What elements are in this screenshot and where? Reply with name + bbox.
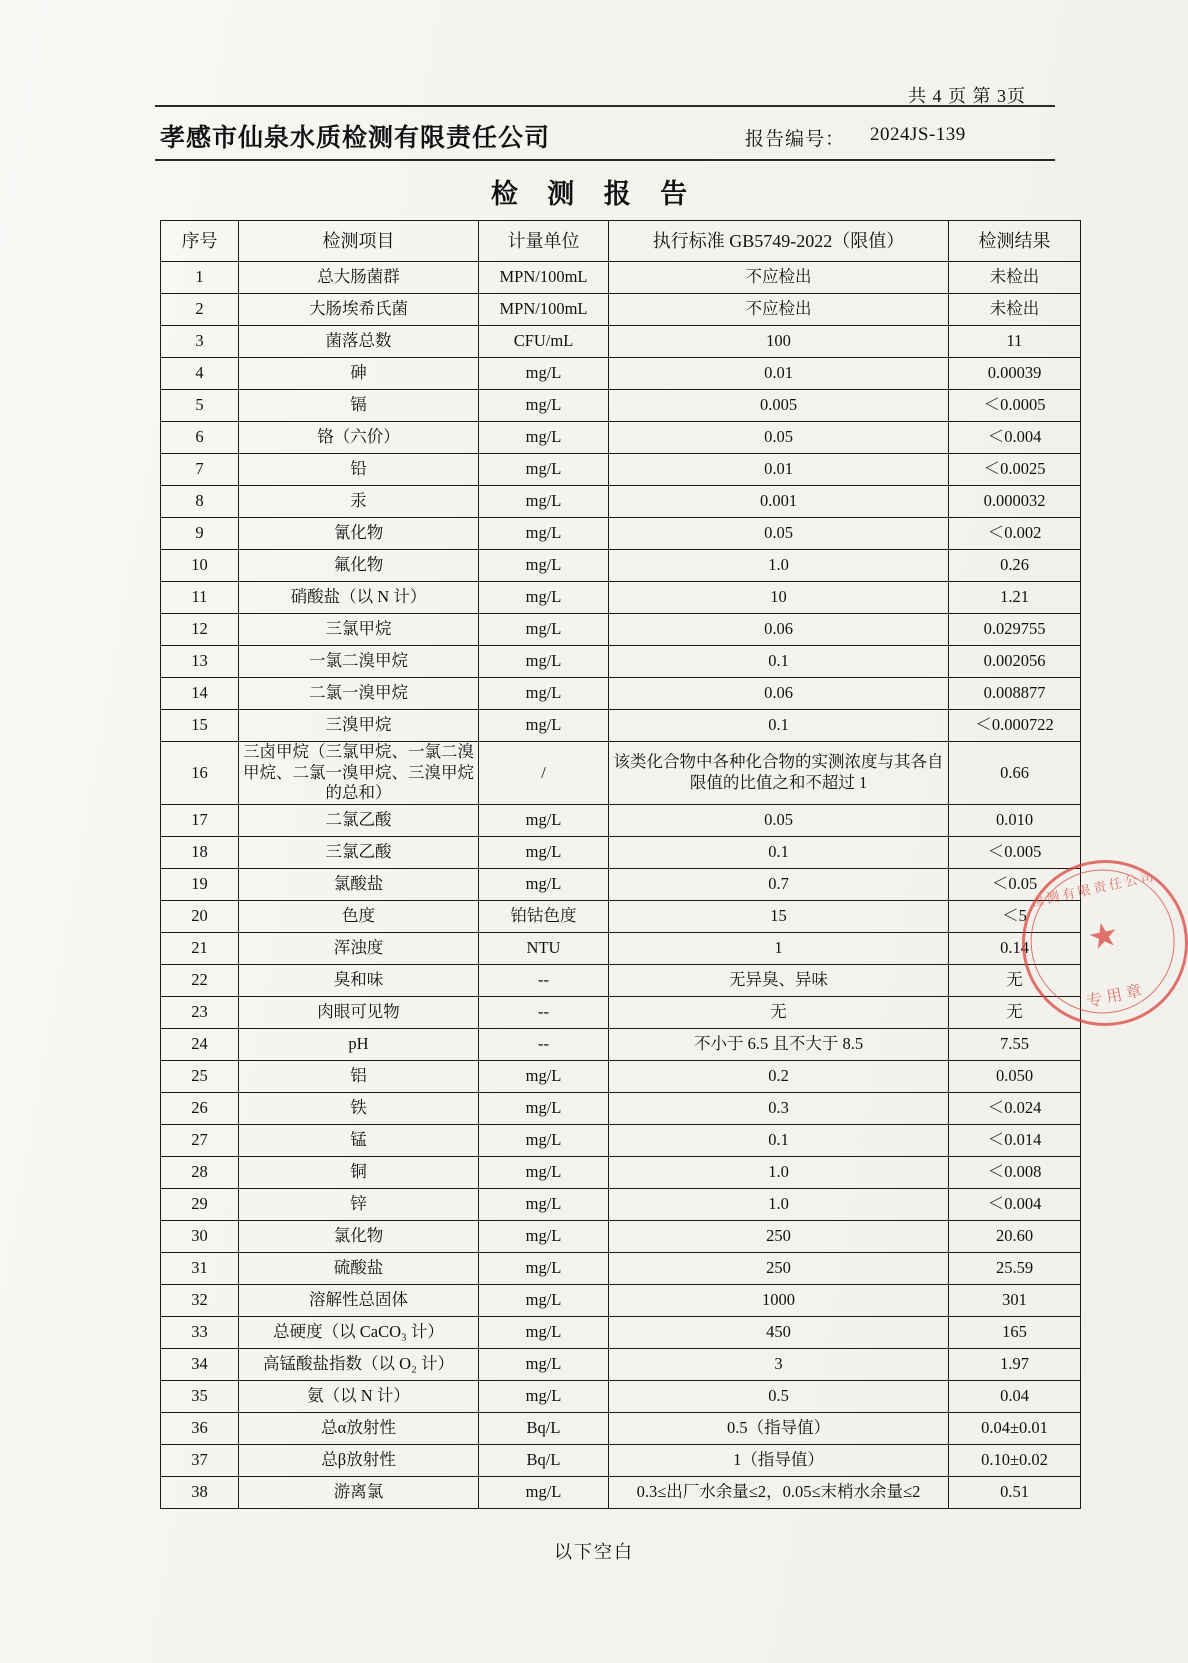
cell-standard: 0.3	[609, 1092, 949, 1124]
cell-unit: mg/L	[479, 550, 609, 582]
header-rule-bottom	[155, 159, 1055, 161]
cell-item: 铅	[239, 454, 479, 486]
cell-unit: mg/L	[479, 1092, 609, 1124]
cell-item: 总β放射性	[239, 1444, 479, 1476]
cell-standard: 0.06	[609, 678, 949, 710]
seal-bottom-text: 专用章	[1084, 979, 1148, 1011]
cell-item: 硫酸盐	[239, 1252, 479, 1284]
cell-result: 1.21	[949, 582, 1081, 614]
cell-item: 铝	[239, 1060, 479, 1092]
column-header-no: 序号	[161, 221, 239, 262]
cell-unit: mg/L	[479, 358, 609, 390]
column-header-result: 检测结果	[949, 221, 1081, 262]
cell-no: 13	[161, 646, 239, 678]
cell-standard: 0.06	[609, 614, 949, 646]
table-row	[161, 1092, 1081, 1124]
cell-result: ＜0.004	[949, 422, 1081, 454]
cell-no: 30	[161, 1220, 239, 1252]
cell-item: 二氯一溴甲烷	[239, 678, 479, 710]
cell-unit: mg/L	[479, 804, 609, 836]
cell-no: 5	[161, 390, 239, 422]
table-row	[161, 518, 1081, 550]
table-row	[161, 1028, 1081, 1060]
cell-item: 铬（六价）	[239, 422, 479, 454]
cell-result: ＜0.014	[949, 1124, 1081, 1156]
table-row	[161, 710, 1081, 742]
cell-result: ＜0.0005	[949, 390, 1081, 422]
cell-standard: 250	[609, 1252, 949, 1284]
cell-item: 氯化物	[239, 1220, 479, 1252]
cell-no: 8	[161, 486, 239, 518]
cell-standard: 0.05	[609, 422, 949, 454]
cell-no: 33	[161, 1316, 239, 1348]
cell-standard: 0.05	[609, 804, 949, 836]
cell-no: 24	[161, 1028, 239, 1060]
cell-item: 浑浊度	[239, 932, 479, 964]
cell-no: 19	[161, 868, 239, 900]
cell-unit: mg/L	[479, 1060, 609, 1092]
table-row	[161, 900, 1081, 932]
table-row	[161, 804, 1081, 836]
seal-top-text: 检测有限责任公司	[1029, 869, 1158, 911]
cell-unit: mg/L	[479, 1316, 609, 1348]
cell-unit: mg/L	[479, 1188, 609, 1220]
cell-result: 20.60	[949, 1220, 1081, 1252]
table-row	[161, 1220, 1081, 1252]
cell-unit: mg/L	[479, 518, 609, 550]
cell-no: 6	[161, 422, 239, 454]
cell-no: 3	[161, 326, 239, 358]
cell-standard: 不应检出	[609, 294, 949, 326]
cell-no: 9	[161, 518, 239, 550]
column-header-std: 执行标准 GB5749-2022（限值）	[609, 221, 949, 262]
cell-standard: 1000	[609, 1284, 949, 1316]
cell-result: ＜0.000722	[949, 710, 1081, 742]
cell-standard: 0.5	[609, 1380, 949, 1412]
cell-result: 0.10±0.02	[949, 1444, 1081, 1476]
cell-item: 臭和味	[239, 964, 479, 996]
cell-no: 27	[161, 1124, 239, 1156]
cell-no: 32	[161, 1284, 239, 1316]
cell-standard: 1.0	[609, 1188, 949, 1220]
cell-no: 34	[161, 1348, 239, 1380]
table-header-row	[161, 221, 1081, 262]
cell-standard: 0.1	[609, 836, 949, 868]
cell-result: ＜0.024	[949, 1092, 1081, 1124]
cell-no: 10	[161, 550, 239, 582]
cell-no: 38	[161, 1476, 239, 1508]
cell-item: 锰	[239, 1124, 479, 1156]
cell-result: 0.51	[949, 1476, 1081, 1508]
cell-result: 165	[949, 1316, 1081, 1348]
cell-item: 铜	[239, 1156, 479, 1188]
cell-unit: mg/L	[479, 868, 609, 900]
cell-no: 23	[161, 996, 239, 1028]
table-row	[161, 390, 1081, 422]
cell-standard: 0.1	[609, 646, 949, 678]
cell-no: 22	[161, 964, 239, 996]
cell-result: 0.029755	[949, 614, 1081, 646]
cell-no: 25	[161, 1060, 239, 1092]
cell-result: 0.66	[949, 742, 1081, 805]
cell-item: 硝酸盐（以 N 计）	[239, 582, 479, 614]
cell-item: 高锰酸盐指数（以 O₂ 计）	[239, 1348, 479, 1380]
cell-no: 16	[161, 742, 239, 805]
cell-unit: mg/L	[479, 614, 609, 646]
report-number-label: 报告编号：	[745, 129, 846, 150]
cell-standard: 0.3≤出厂水余量≤2，0.05≤末梢水余量≤2	[609, 1476, 949, 1508]
cell-no: 14	[161, 678, 239, 710]
cell-standard: 无	[609, 996, 949, 1028]
table-row	[161, 1188, 1081, 1220]
cell-no: 17	[161, 804, 239, 836]
results-table	[160, 220, 1081, 1509]
cell-result: 0.26	[949, 550, 1081, 582]
cell-item: pH	[239, 1028, 479, 1060]
cell-unit: mg/L	[479, 454, 609, 486]
column-header-unit: 计量单位	[479, 221, 609, 262]
cell-unit: MPN/100mL	[479, 262, 609, 294]
table-row	[161, 614, 1081, 646]
table-row	[161, 996, 1081, 1028]
cell-no: 20	[161, 900, 239, 932]
table-row	[161, 1124, 1081, 1156]
cell-item: 总大肠菌群	[239, 262, 479, 294]
table-row	[161, 868, 1081, 900]
column-header-item: 检测项目	[239, 221, 479, 262]
cell-unit: mg/L	[479, 710, 609, 742]
cell-standard: 0.005	[609, 390, 949, 422]
cell-result: 0.008877	[949, 678, 1081, 710]
cell-standard: 100	[609, 326, 949, 358]
cell-result: ＜0.005	[949, 836, 1081, 868]
cell-item: 氯酸盐	[239, 868, 479, 900]
table-row	[161, 1252, 1081, 1284]
cell-result: ＜0.004	[949, 1188, 1081, 1220]
cell-item: 铁	[239, 1092, 479, 1124]
cell-no: 28	[161, 1156, 239, 1188]
report-number-value: 2024JS-139	[870, 124, 966, 145]
cell-item: 氟化物	[239, 550, 479, 582]
cell-item: 总α放射性	[239, 1412, 479, 1444]
cell-result: ＜0.002	[949, 518, 1081, 550]
cell-standard: 0.001	[609, 486, 949, 518]
cell-result: 未检出	[949, 294, 1081, 326]
cell-no: 15	[161, 710, 239, 742]
cell-unit: MPN/100mL	[479, 294, 609, 326]
cell-unit: mg/L	[479, 1284, 609, 1316]
cell-no: 4	[161, 358, 239, 390]
cell-standard: 0.7	[609, 868, 949, 900]
table-row	[161, 836, 1081, 868]
table-row	[161, 1348, 1081, 1380]
cell-unit: /	[479, 742, 609, 805]
table-row	[161, 742, 1081, 805]
footer-note: 以下空白	[554, 1542, 634, 1562]
cell-standard: 0.01	[609, 358, 949, 390]
table-row	[161, 326, 1081, 358]
cell-standard: 0.01	[609, 454, 949, 486]
cell-item: 菌落总数	[239, 326, 479, 358]
cell-standard: 250	[609, 1220, 949, 1252]
table-row	[161, 1316, 1081, 1348]
cell-standard: 1	[609, 932, 949, 964]
cell-result: 0.04±0.01	[949, 1412, 1081, 1444]
cell-standard: 10	[609, 582, 949, 614]
table-row	[161, 646, 1081, 678]
cell-result: ＜0.05	[949, 868, 1081, 900]
cell-item: 一氯二溴甲烷	[239, 646, 479, 678]
cell-item: 大肠埃希氏菌	[239, 294, 479, 326]
table-row	[161, 422, 1081, 454]
cell-unit: mg/L	[479, 390, 609, 422]
table-row	[161, 1476, 1081, 1508]
cell-result: 0.010	[949, 804, 1081, 836]
cell-unit: mg/L	[479, 836, 609, 868]
table-row	[161, 1284, 1081, 1316]
cell-result: 0.050	[949, 1060, 1081, 1092]
cell-no: 7	[161, 454, 239, 486]
cell-result: ＜0.0025	[949, 454, 1081, 486]
cell-standard: 不应检出	[609, 262, 949, 294]
cell-result: 11	[949, 326, 1081, 358]
cell-item: 氰化物	[239, 518, 479, 550]
cell-result: 7.55	[949, 1028, 1081, 1060]
cell-unit: CFU/mL	[479, 326, 609, 358]
cell-unit: mg/L	[479, 1156, 609, 1188]
table-row	[161, 932, 1081, 964]
cell-no: 37	[161, 1444, 239, 1476]
cell-unit: 铂钴色度	[479, 900, 609, 932]
cell-standard: 0.05	[609, 518, 949, 550]
cell-unit: --	[479, 964, 609, 996]
cell-standard: 0.2	[609, 1060, 949, 1092]
cell-unit: Bq/L	[479, 1412, 609, 1444]
cell-item: 锌	[239, 1188, 479, 1220]
cell-result: 0.002056	[949, 646, 1081, 678]
table-row	[161, 582, 1081, 614]
table-row	[161, 678, 1081, 710]
cell-no: 11	[161, 582, 239, 614]
cell-standard: 该类化合物中各种化合物的实测浓度与其各自限值的比值之和不超过 1	[609, 742, 949, 805]
table-row	[161, 1412, 1081, 1444]
cell-unit: mg/L	[479, 1380, 609, 1412]
cell-standard: 3	[609, 1348, 949, 1380]
cell-result: ＜0.008	[949, 1156, 1081, 1188]
cell-standard: 无异臭、异味	[609, 964, 949, 996]
cell-result: 1.97	[949, 1348, 1081, 1380]
page-counter: 共 4 页 第 3页	[908, 86, 1026, 106]
cell-no: 35	[161, 1380, 239, 1412]
cell-no: 26	[161, 1092, 239, 1124]
cell-unit: mg/L	[479, 582, 609, 614]
header-rule-top	[155, 105, 1055, 107]
table-row	[161, 454, 1081, 486]
cell-result: 0.04	[949, 1380, 1081, 1412]
cell-unit: mg/L	[479, 1124, 609, 1156]
cell-result: 无	[949, 964, 1081, 996]
cell-result: 无	[949, 996, 1081, 1028]
cell-item: 溶解性总固体	[239, 1284, 479, 1316]
cell-result: 0.000032	[949, 486, 1081, 518]
cell-item: 三氯乙酸	[239, 836, 479, 868]
table-row	[161, 964, 1081, 996]
cell-item: 色度	[239, 900, 479, 932]
cell-standard: 0.1	[609, 710, 949, 742]
table-row	[161, 1380, 1081, 1412]
cell-unit: mg/L	[479, 1252, 609, 1284]
cell-no: 1	[161, 262, 239, 294]
cell-standard: 0.1	[609, 1124, 949, 1156]
cell-unit: mg/L	[479, 1220, 609, 1252]
cell-unit: mg/L	[479, 422, 609, 454]
cell-item: 砷	[239, 358, 479, 390]
cell-unit: mg/L	[479, 1348, 609, 1380]
cell-no: 21	[161, 932, 239, 964]
cell-result: 301	[949, 1284, 1081, 1316]
table-row	[161, 550, 1081, 582]
cell-no: 36	[161, 1412, 239, 1444]
cell-no: 29	[161, 1188, 239, 1220]
cell-item: 三卤甲烷（三氯甲烷、一氯二溴甲烷、二氯一溴甲烷、三溴甲烷的总和）	[239, 742, 479, 805]
cell-unit: --	[479, 996, 609, 1028]
cell-standard: 1.0	[609, 550, 949, 582]
cell-standard: 1.0	[609, 1156, 949, 1188]
table-row	[161, 1156, 1081, 1188]
cell-unit: mg/L	[479, 678, 609, 710]
cell-item: 总硬度（以 CaCO₃ 计）	[239, 1316, 479, 1348]
cell-result: 未检出	[949, 262, 1081, 294]
cell-item: 肉眼可见物	[239, 996, 479, 1028]
star-icon: ★	[1084, 914, 1123, 958]
cell-no: 18	[161, 836, 239, 868]
table-row	[161, 486, 1081, 518]
page-title: 检 测 报 告	[490, 179, 698, 210]
company-name: 孝感市仙泉水质检测有限责任公司	[160, 123, 551, 152]
cell-standard: 15	[609, 900, 949, 932]
cell-result: 25.59	[949, 1252, 1081, 1284]
cell-item: 汞	[239, 486, 479, 518]
cell-item: 游离氯	[239, 1476, 479, 1508]
cell-result: ＜5	[949, 900, 1081, 932]
table-row	[161, 294, 1081, 326]
report-sheet	[110, 60, 1078, 1600]
cell-standard: 0.5（指导值）	[609, 1412, 949, 1444]
cell-result: 0.14	[949, 932, 1081, 964]
cell-result: 0.00039	[949, 358, 1081, 390]
cell-standard: 1（指导值）	[609, 1444, 949, 1476]
cell-unit: mg/L	[479, 486, 609, 518]
table-row	[161, 358, 1081, 390]
cell-item: 三氯甲烷	[239, 614, 479, 646]
cell-item: 氨（以 N 计）	[239, 1380, 479, 1412]
cell-standard: 450	[609, 1316, 949, 1348]
cell-standard: 不小于 6.5 且不大于 8.5	[609, 1028, 949, 1060]
table-row	[161, 1444, 1081, 1476]
cell-unit: mg/L	[479, 646, 609, 678]
cell-unit: mg/L	[479, 1476, 609, 1508]
cell-unit: NTU	[479, 932, 609, 964]
cell-no: 31	[161, 1252, 239, 1284]
table-row	[161, 1060, 1081, 1092]
cell-unit: Bq/L	[479, 1444, 609, 1476]
cell-no: 12	[161, 614, 239, 646]
cell-item: 镉	[239, 390, 479, 422]
table-row	[161, 262, 1081, 294]
cell-item: 三溴甲烷	[239, 710, 479, 742]
cell-item: 二氯乙酸	[239, 804, 479, 836]
cell-unit: --	[479, 1028, 609, 1060]
cell-no: 2	[161, 294, 239, 326]
